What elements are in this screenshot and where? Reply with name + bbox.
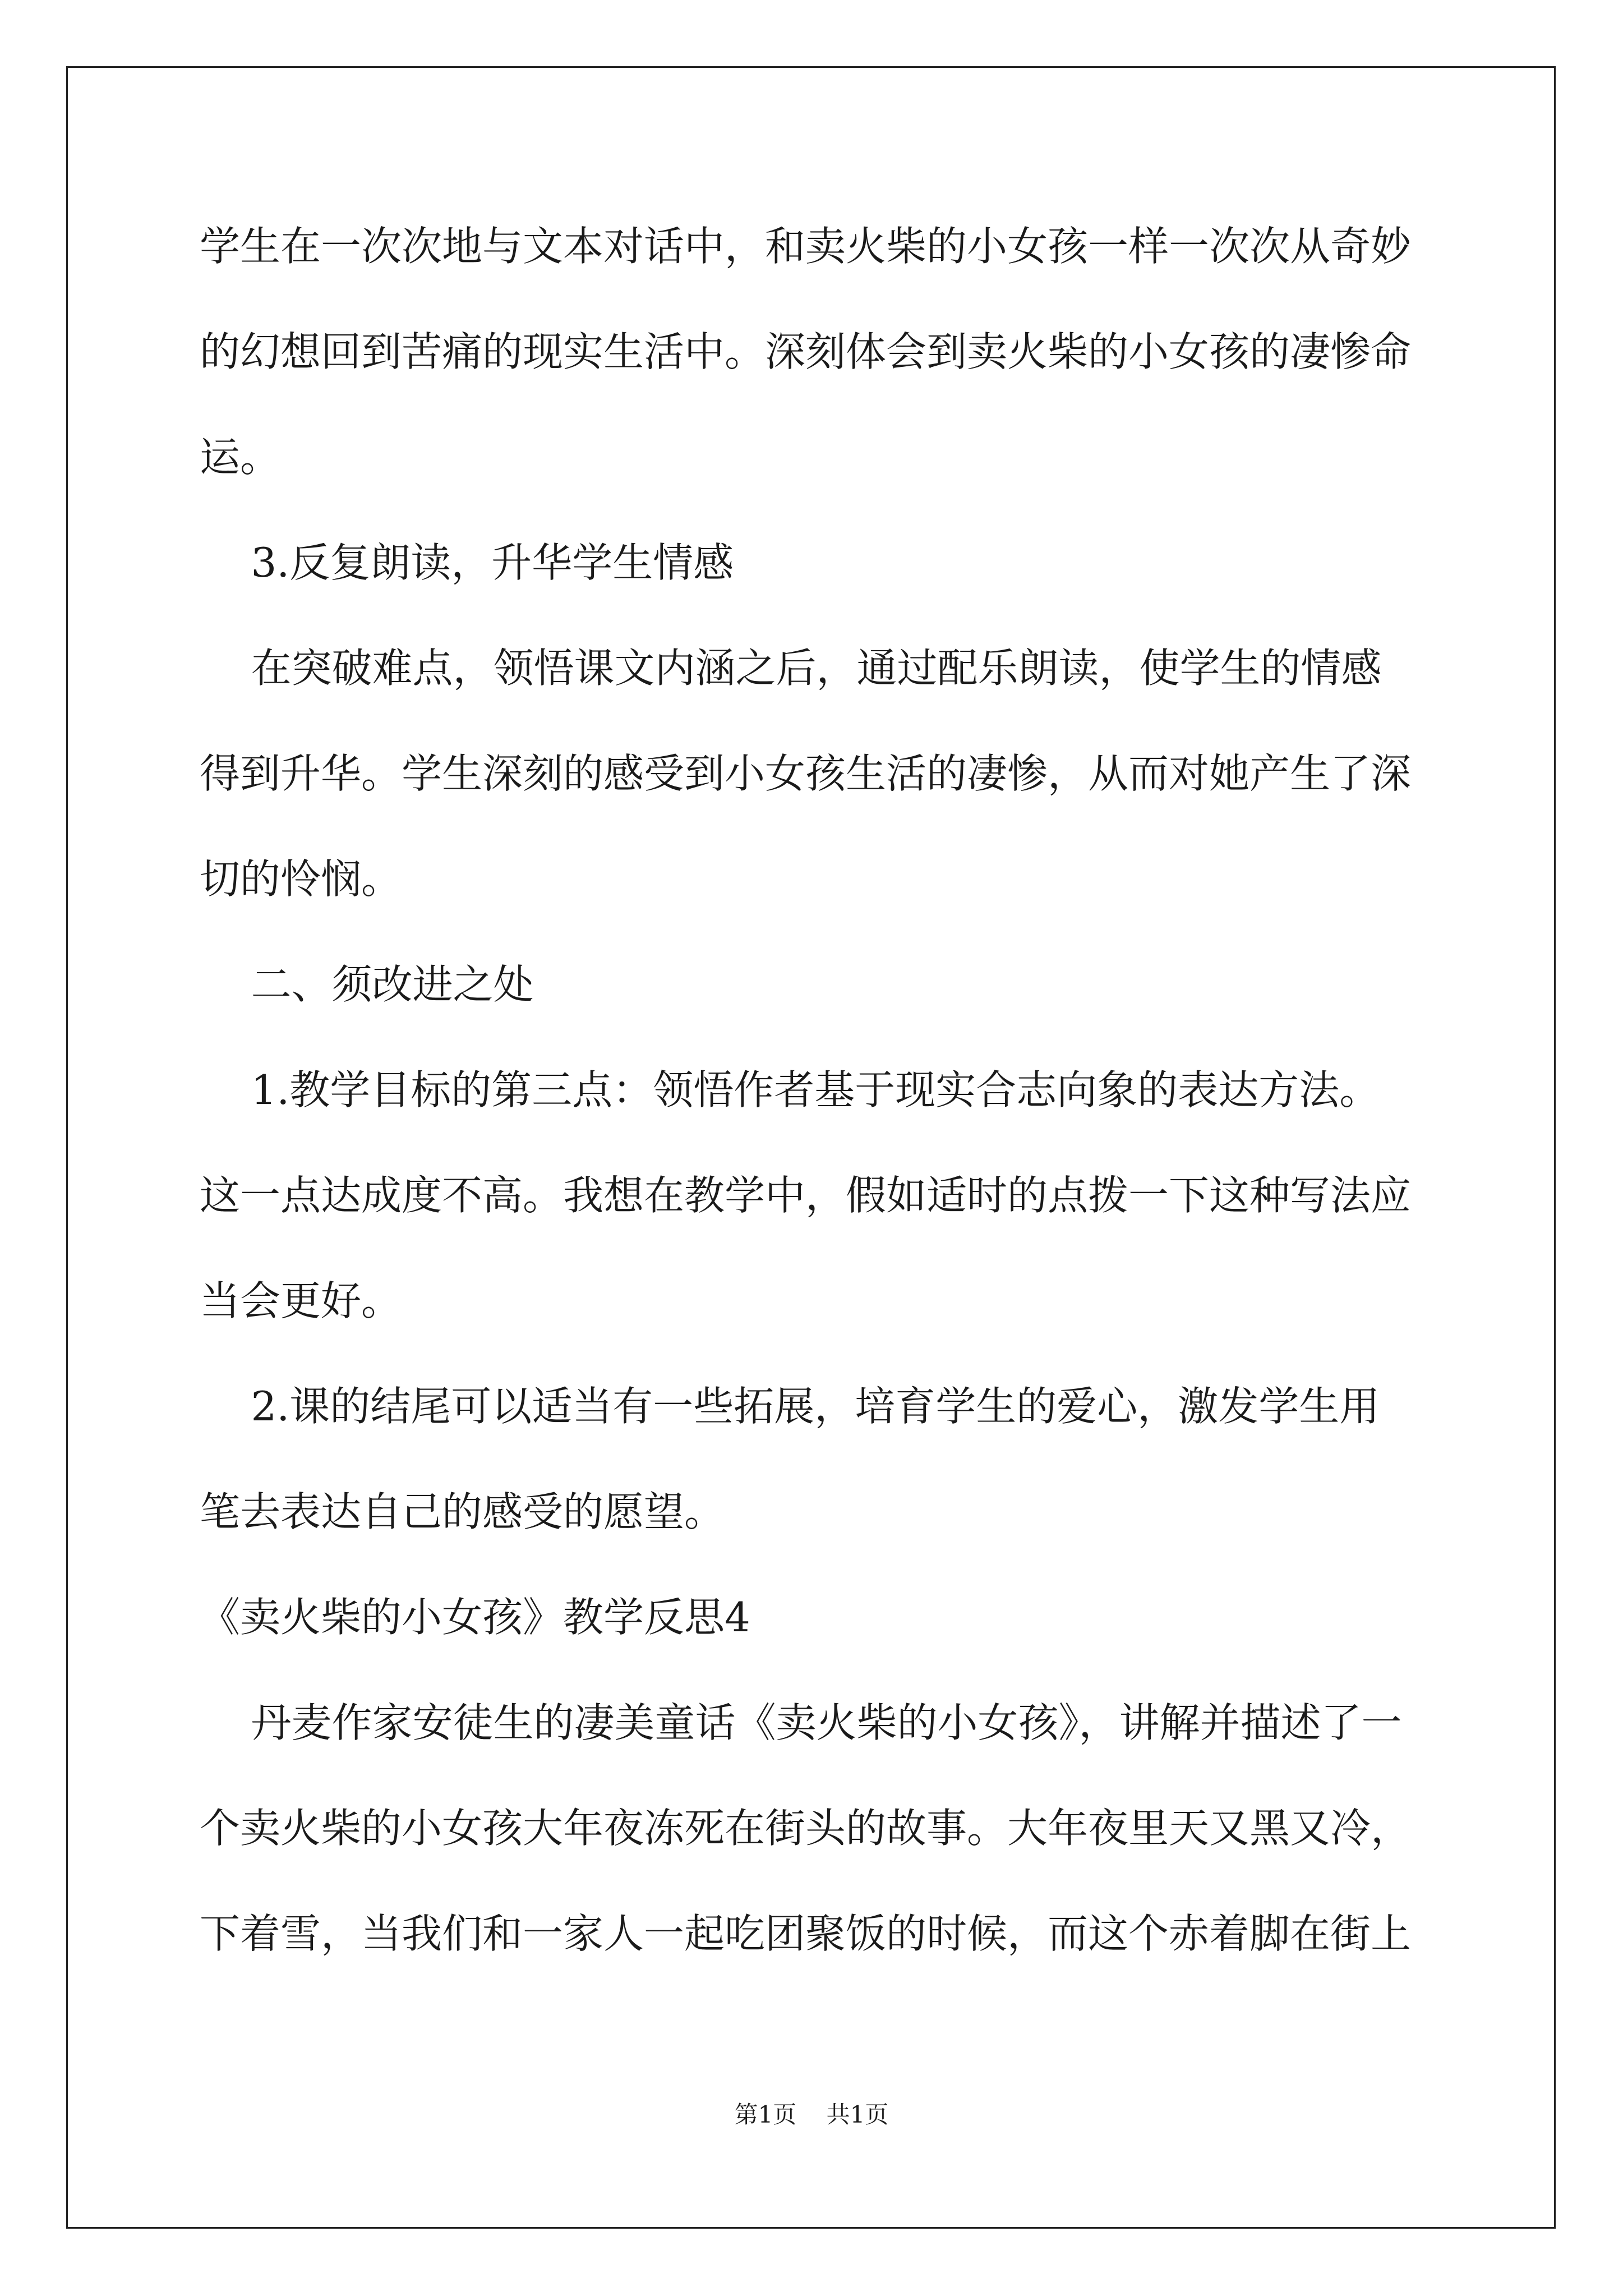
heading-improvements: 二、须改进之处 [200,961,534,1008]
paragraph-intro-continuation: 学生在一次次地与文本对话中，和卖火柴的小女孩一样一次次从奇妙 的幻想回到苦痛的现实生活中。深刻体会到卖火柴的小女孩的凄惨命 运。 [200,223,1412,481]
paragraph-improvement-2: 2.课的结尾可以适当有一些拓展，培育学生的爱心，激发学生用 笔去表达自己的感受的愿望。 [200,1383,1380,1535]
paragraph-improvement-1: 1.教学目标的第三点：领悟作者基于现实合志向象的表达方法。 这一点达成度不高。我想在教学中，假如适时的点拨一下这种写法应 当会更好。 [200,1066,1412,1324]
heading-repeated-reading: 3.反复朗读，升华学生情感 [200,539,734,586]
paragraph-music-reading: 在突破难点，领悟课文内涵之后，通过配乐朗读，使学生的情感 得到升华。学生深刻的感受到小女孩生活的凄惨，从而对她产生了深 切的怜悯。 [200,645,1412,903]
paragraph-andersen-story: 丹麦作家安徒生的凄美童话《卖火柴的小女孩》，讲解并描述了一 个卖火柴的小女孩大年夜冻死在街头的故事。大年夜里天又黑又冷， 下着雪，当我们和一家人一起吃团聚饭的时候，而这个赤着脚在街上 [200,1699,1412,1957]
section-title-reflection-4: 《卖火柴的小女孩》教学反思4 [200,1594,750,1641]
page-footer: 第1页 共1页 [734,2101,889,2128]
